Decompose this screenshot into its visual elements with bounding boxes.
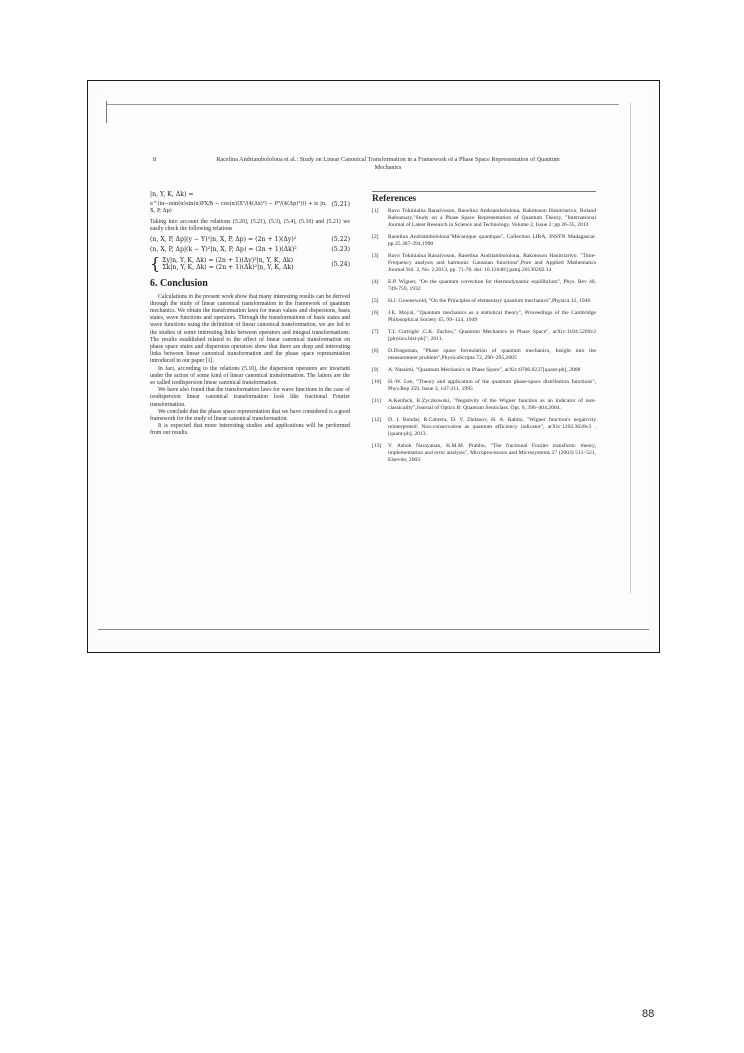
equation-5-23-body: (n, X, P, Δp|(k − Y)²|n, X, P, Δp) = (2n + 1)(Δk)² [150,246,297,254]
equation-5-21 [150,201,350,215]
reference-number: [2] [372,234,379,240]
scan-right-edge [630,103,631,593]
reference-item [372,234,596,248]
scanned-page [98,91,649,642]
references-rule [372,191,596,192]
reference-number: [10] [372,379,382,385]
equation-5-21-body: e^(iα−isin(α)sin(α)PX/ħ − cos(α)(X²/(4(Δx)²) − P²/(4(Δp)²))) + iε |n, X, P, Δp) [150,201,327,215]
conclusion-paragraph: We conclude that the phase space representation that we have considered is a good framework for the study of linear canonical transformation. [150,408,350,423]
reference-text: Raoelina Andriambololona"Mécanique quantique", Collection LIRA, INSTN Madagascar. pp 25.387-394,1990 [388,234,596,247]
equation-5-24-a: Σy|n, Y, K, Δk) = (2n + 1)(Δy)²|n, Y, K, Δk) [162,257,294,265]
equation-5-24-b: Σk|n, Y, K, Δk) = (2n + 1)(Δk)²|n, Y, K, Δk) [162,264,294,272]
equation-5-24 [150,256,350,272]
reference-number: [3] [372,253,379,259]
reference-number: [4] [372,279,379,285]
reference-item [372,298,596,305]
reference-text: D.Dragoman, "Phase space formulation of quantum mechanics, Insight into the measurement problem",PhysicaScripta 72, 290–295,2005 [388,348,596,361]
reference-text: A. Nassimi, "Quantum Mechanics in Phase Space", arXiv:0706.0237[quant-ph], 2008 [388,367,581,373]
reference-number: [11] [372,398,382,404]
reference-text: E.P. Wigner, "On the quantum correction for thermodynamic equilibrium", Phys. Rev 40, 749-759, 1932 [388,279,596,292]
reference-number: [6] [372,310,379,316]
scanned-page-frame [87,80,660,653]
reference-item [372,253,596,274]
conclusion-heading: 6. Conclusion [150,278,208,290]
reference-text: Ravo Tokiniaina Ranaivoson, Raoelina Andriambololona, Rakotoson Hanitriarivo. "Time-Frequency analysis and harmonic Gaussian functions",Pure and Applied Mathematics Journal.Vol. 2, No. 2,2013, pp. 71-78. doi: 10.11648/j.pamj.20130202.14 [388,253,596,273]
header-page-number: 8 [153,156,157,163]
reference-text: Ravo Tokiniaina Ranaivoson, Raoelina Andriambololona, Rakotoson Hanitriarivo, Roland Raboanary,"Study on a Phase Space Representation of Quantum Theory, "International Journal of Latest Research in Science and Technology. Volume 2, Issue 2: pp 26-35, 2013 [388,208,596,228]
conclusion-paragraph: It is expected that more interesting studies and applications will be performed from our results. [150,423,350,437]
reference-number: [5] [372,298,379,304]
reference-item [372,367,596,374]
equation-5-22-number: (5.22) [331,236,350,244]
header-title: Racelina Andriambololona et al.: Study on Linear Canonical Transformation in a Framework of a Phase Space Representation of Quantum Mechanics [216,156,560,171]
reference-text: D. I. Bondar, R.Cabrera, D. V. Zhdanov, H. A. Rabitz, "Wigner function's negativity reinterpreted: Non-conservation as quantum efficiency indicator", arXiv:1202.3628v3 .[quant-ph], 2013. [388,417,596,437]
scan-bottom-line [98,629,649,630]
reference-text: H.-W. Lee, "Theory and application of the quantum phase-space distribution functions", Phys.Rep 259, Issue 3, 147-211, 1995 [388,379,596,392]
reference-item [372,398,596,412]
equation-5-23-number: (5.23) [331,246,350,254]
reference-item [372,208,596,229]
conclusion-paragraph: In fact, according to the relations (5.10), the dispersion operators are invariant under the action of some kind of linear canonical transformation. The latters are the so called isodispersion linear canonical transformation. [150,365,350,387]
reference-item [372,310,596,324]
references-heading: References [372,194,417,204]
scan-top-line [106,104,619,105]
paragraph-relations: Taking into account the relations (5.20), (5.21), (5.3), (5.4), (5.10) and (5.21) we easily check the following relations [150,218,350,232]
equation-5-22 [150,236,350,243]
reference-item [372,443,596,464]
scan-edge-mark [106,101,107,123]
page-number: 88 [642,1008,655,1020]
references-list [372,208,596,464]
reference-number: [13] [372,443,382,449]
conclusion-paragraph: Calculations in the present work show that many interesting results can be derived through the study of linear canonical transformation in the framework of quantum mechanics. We obtain the transformation laws for mean values and dispersions, basis states, wave functions and operators. Through the transformations of basis states and wave functions using the definition of linear canonical transformation, we are led to the studies of some interesting links between operators and integral transformations. The results established related to the effect of linear canonical transformation on phase space states and dispersion operators show that there are deep and interesting links between linear canonical transformation and the phase space representation introduced in our paper [1]. [150,293,350,365]
equation-5-22-body: (n, X, P, Δp|(y − Y)²|n, X, P, Δp) = (2n + 1)(Δy)² [150,236,297,244]
reference-item [372,417,596,438]
reference-number: [9] [372,367,379,373]
equation-5-24-number: (5.24) [331,260,350,268]
equation-5-21-line1: |n, Y, K, Δk) = [150,191,194,198]
reference-item [372,329,596,343]
equation-5-21-number: (5.21) [331,201,350,209]
right-column [372,191,596,469]
equation-5-23 [150,246,350,253]
reference-item [372,379,596,393]
reference-text: A.Kenfack, K.Zyczkowski, "Negativity of the Wigner function as an indicator of non-classicality",Journal of Optics B: Quantum Semiclass. Opt. 6, 396–404,2004. [388,398,596,411]
reference-text: T.L Curtright ,C.K. Zachos," Quantum Mechanics in Phase Space", arXiv:1104.5269v2 [physics.hist-ph]", 2011. [388,329,596,342]
reference-text: H.J. Groenewold, "On the Principles of elementary quantum mechanics",Physica 12, 1946 [388,298,591,304]
reference-text: J.E. Moyal, "Quantum mechanics as a statistical theory", Proceedings of the Cambridge Philosophical Society 45, 99–124, 1949 [388,310,596,323]
reference-number: [12] [372,417,382,423]
reference-number: [7] [372,329,379,335]
conclusion-paragraph: We have also found that the transformation laws for wave functions in the case of isodispersion linear canonical transformation look like fractional Fourier transformation. [150,387,350,408]
reference-number: [1] [372,208,379,214]
reference-item [372,279,596,293]
reference-item [372,348,596,362]
brace-glyph: { [150,254,161,274]
reference-text: V. Ashok Narayanan, K.M.M. Prabhu, "The fractional Fourier transform: theory, implementation and error analysis", Microprocessors and Microsystems 27 (2003) 511–521, Elsevier, 2003. [388,443,596,463]
left-column [150,191,350,438]
reference-number: [8] [372,348,379,354]
